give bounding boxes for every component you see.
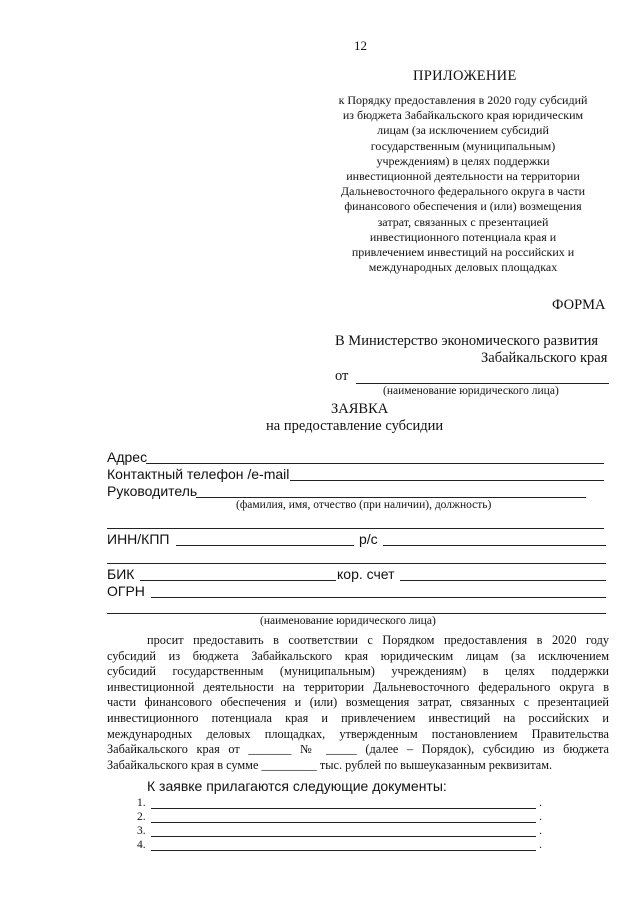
from-hint: (наименование юридического лица) <box>383 385 559 397</box>
appendix-line: к Порядку предоставления в 2020 году субсидий <box>338 93 588 107</box>
request-paragraph <box>107 633 609 773</box>
form-label: ФОРМА <box>552 297 606 313</box>
attachment-row[interactable] <box>137 811 542 825</box>
bik-field[interactable] <box>140 580 336 581</box>
attachment-field[interactable] <box>151 822 536 823</box>
inn-kpp-field[interactable] <box>176 545 354 546</box>
request-line: Забайкальского края от _______ № _____ (далее – Порядок), субсидию из бюджета <box>107 742 609 757</box>
corr-account-field[interactable] <box>400 580 606 581</box>
attachment-end: . <box>539 839 542 851</box>
attachment-row[interactable] <box>137 839 542 853</box>
appendix-line: Дальневосточного федерального округа в части <box>340 184 586 199</box>
attachment-number: 1. <box>137 797 146 809</box>
appendix-line: международных деловых площадках <box>368 260 558 275</box>
request-line: Забайкальского края в сумме _________ тыс. рублей по вышеуказанным реквизитам. <box>107 757 553 772</box>
appendix-line: государственным (муниципальным) <box>370 138 556 153</box>
appendix-line: из бюджета Забайкальского края юридическим <box>342 108 584 123</box>
request-line: инвестиционной деятельности на территории Дальневосточного федерального округа в <box>107 679 609 694</box>
attachment-number: 3. <box>137 825 146 837</box>
address-label: Адрес <box>107 449 148 465</box>
request-subtitle: на предоставление субсидии <box>266 418 444 434</box>
corr-account-label: кор. счет <box>337 566 395 582</box>
attachment-end: . <box>539 825 542 837</box>
address-field[interactable] <box>146 463 604 464</box>
spacer-line[interactable] <box>107 563 606 564</box>
phone-email-label: Контактный телефон /e-mail <box>107 466 290 482</box>
ogrn-label: ОГРН <box>107 583 145 599</box>
appendix-line: инвестиционного потенциала края и <box>369 229 557 244</box>
inn-kpp-label: ИНН/КПП <box>107 531 170 547</box>
appendix-line: привлечением инвестиций на российских и <box>351 245 575 260</box>
request-title: ЗАЯВКА <box>331 401 389 417</box>
attachment-row[interactable] <box>137 825 542 839</box>
attachment-field[interactable] <box>151 808 536 809</box>
from-field[interactable] <box>356 383 609 384</box>
head-label: Руководитель <box>107 483 198 499</box>
attachment-number: 2. <box>137 811 146 823</box>
request-line: субсидий из бюджета Забайкальского края юридическим лицам (за исключением <box>107 648 609 663</box>
attachment-end: . <box>539 811 542 823</box>
appendix-line: затрат, связанных с презентацией <box>377 214 549 229</box>
request-line: инвестиционного потенциала края и привлечением инвестиций на российских и <box>107 710 609 725</box>
legal-name-field[interactable] <box>107 613 606 614</box>
attachments-title: К заявке прилагаются следующие документы: <box>147 778 447 794</box>
request-line: просит предоставить в соответствии с Порядком предоставления в 2020 году <box>147 633 609 647</box>
appendix-title: ПРИЛОЖЕНИЕ <box>413 68 517 84</box>
attachment-field[interactable] <box>151 850 536 851</box>
request-line: части финансового обеспечения и (или) возмещения затрат, связанных с презентацией <box>107 695 609 710</box>
account-label: р/с <box>359 531 378 547</box>
ogrn-field[interactable] <box>151 597 606 598</box>
legal-name-hint: (наименование юридического лица) <box>260 615 436 627</box>
attachment-number: 4. <box>137 839 146 851</box>
addressee-line2: Забайкальского края <box>481 350 608 366</box>
appendix-line: лицам (за исключением субсидий <box>377 123 549 138</box>
appendix-line: финансового обеспечения и (или) возмещения <box>344 199 582 214</box>
head-field[interactable] <box>196 497 586 498</box>
appendix-line: инвестиционной деятельности на территории <box>346 169 580 184</box>
request-line: субсидий государственным (муниципальным) учреждениям) в целях поддержки <box>107 664 609 679</box>
attachment-field[interactable] <box>151 836 536 837</box>
appendix-text <box>318 93 608 275</box>
account-field[interactable] <box>383 545 606 546</box>
attachment-end: . <box>539 797 542 809</box>
attachment-row[interactable] <box>137 797 542 811</box>
phone-email-field[interactable] <box>290 480 604 481</box>
from-label: от <box>335 368 349 384</box>
page-number: 12 <box>354 38 367 53</box>
request-line: международных деловых площадках, утвержденным постановлением Правительства <box>107 726 609 741</box>
appendix-line: учреждениям) в целях поддержки <box>376 153 550 168</box>
addressee-line1: В Министерство экономического развития <box>335 333 599 349</box>
bik-label: БИК <box>107 566 135 582</box>
head-hint: (фамилия, имя, отчество (при наличии), должность) <box>236 499 492 511</box>
head-field-extra[interactable] <box>107 528 604 529</box>
